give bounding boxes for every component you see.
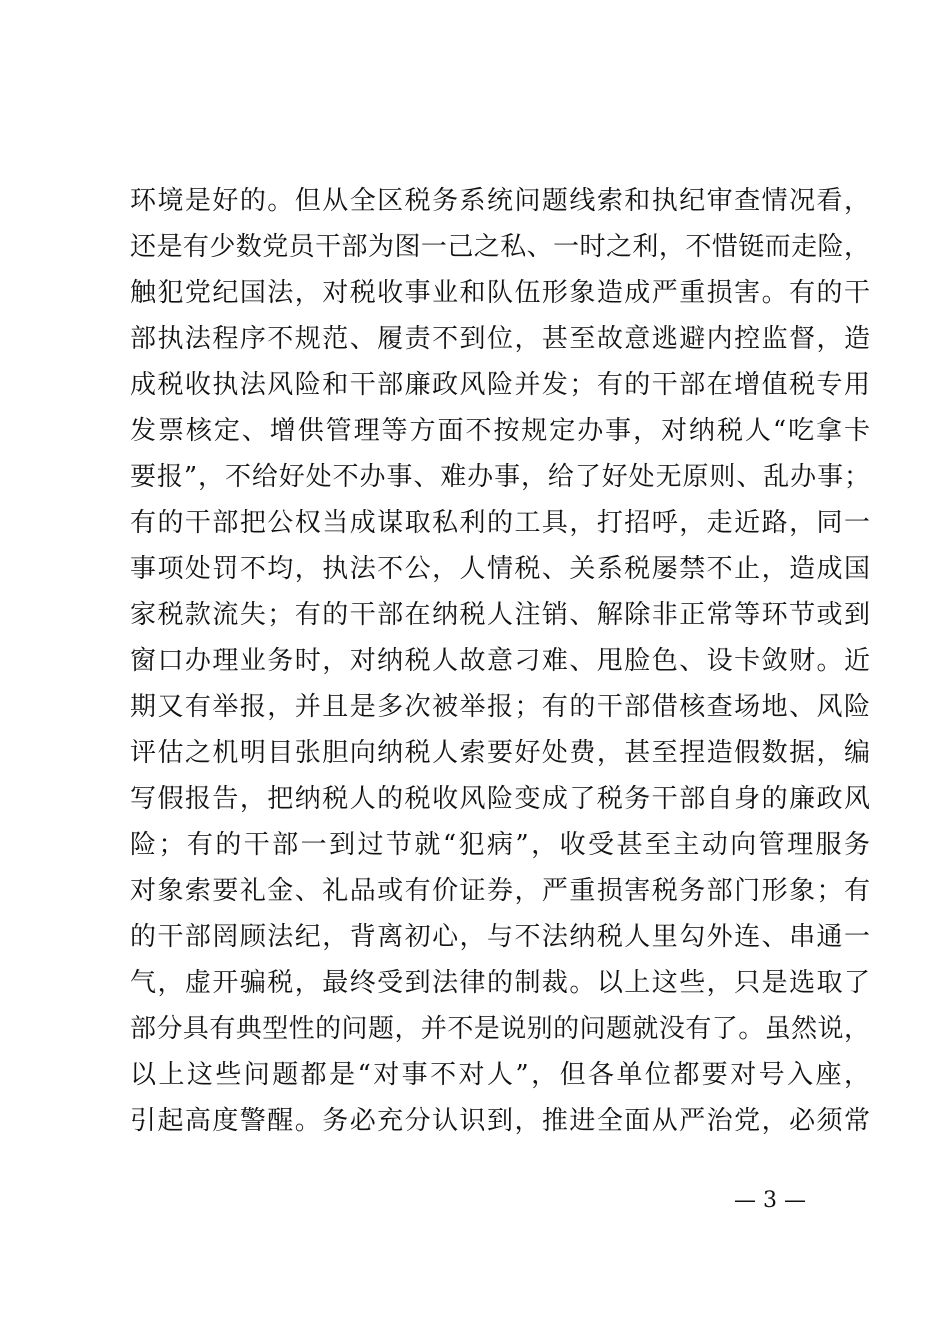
- text-line: 发票核定、增供管理等方面不按规定办事，对纳税人“吃拿卡: [130, 416, 870, 446]
- text-line: 事项处罚不均，执法不公，人情税、关系税屡禁不止，造成国: [130, 554, 870, 584]
- text-line: 评估之机明目张胆向纳税人索要好处费，甚至捏造假数据，编: [130, 738, 870, 768]
- text-line: 触犯党纪国法，对税收事业和队伍形象造成严重损害。有的干: [130, 278, 870, 308]
- text-line: 部分具有典型性的问题，并不是说别的问题就没有了。虽然说，: [130, 1014, 870, 1044]
- text-line: 还是有少数党员干部为图一己之私、一时之利，不惜铤而走险，: [130, 232, 870, 262]
- page-number: — 3 —: [734, 1188, 806, 1213]
- text-line: 险；有的干部一到过节就“犯病”，收受甚至主动向管理服务: [130, 830, 870, 860]
- text-line: 气，虚开骗税，最终受到法律的制裁。以上这些，只是选取了: [130, 968, 870, 998]
- text-line: 窗口办理业务时，对纳税人故意刁难、甩脸色、设卡敛财。近: [130, 646, 870, 676]
- text-line: 环境是好的。但从全区税务系统问题线索和执纪审查情况看，: [130, 186, 870, 216]
- text-line: 部执法程序不规范、履责不到位，甚至故意逃避内控监督，造: [130, 324, 870, 354]
- body-text: [130, 178, 870, 1144]
- text-line: 期又有举报，并且是多次被举报；有的干部借核查场地、风险: [130, 692, 870, 722]
- text-line: 有的干部把公权当成谋取私利的工具，打招呼，走近路，同一: [130, 508, 870, 538]
- text-line: 写假报告，把纳税人的税收风险变成了税务干部自身的廉政风: [130, 784, 870, 814]
- text-line: 对象索要礼金、礼品或有价证券，严重损害税务部门形象；有: [130, 876, 870, 906]
- text-line: 要报”，不给好处不办事、难办事，给了好处无原则、乱办事；: [130, 462, 870, 492]
- text-line: 的干部罔顾法纪，背离初心，与不法纳税人里勾外连、串通一: [130, 922, 870, 952]
- text-line: 成税收执法风险和干部廉政风险并发；有的干部在增值税专用: [130, 370, 870, 400]
- text-line: 引起高度警醒。务必充分认识到，推进全面从严治党，必须常: [130, 1106, 870, 1136]
- text-line: 家税款流失；有的干部在纳税人注销、解除非正常等环节或到: [130, 600, 870, 630]
- text-line: 以上这些问题都是“对事不对人”，但各单位都要对号入座，: [130, 1060, 870, 1090]
